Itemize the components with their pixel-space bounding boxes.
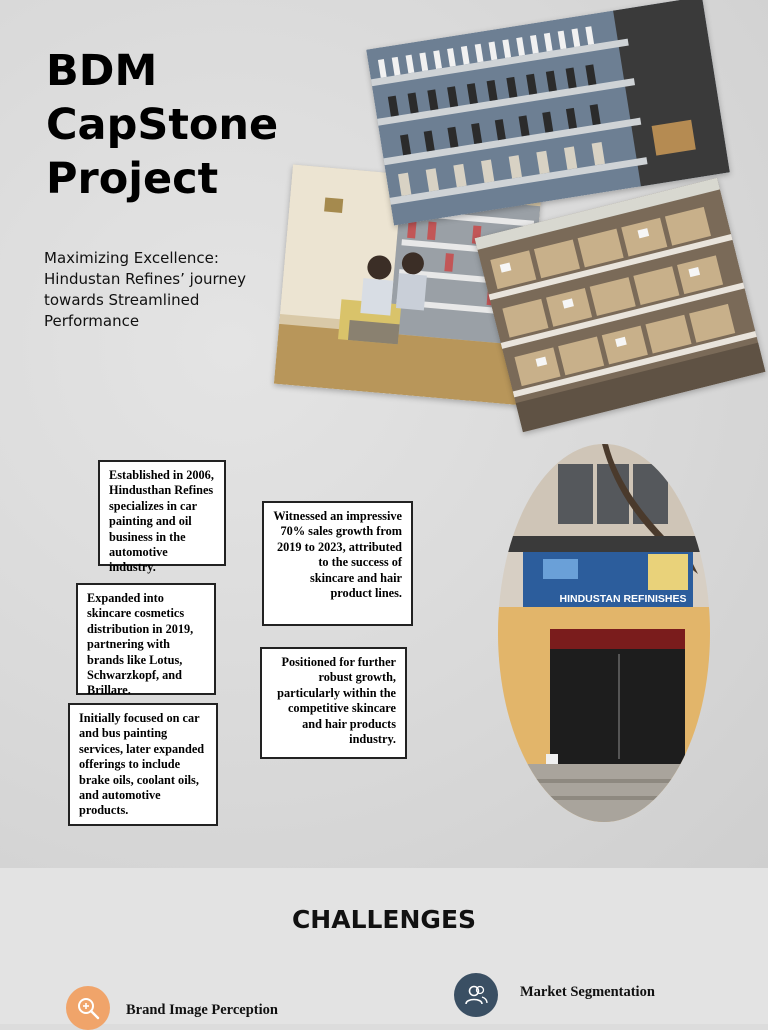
page-subtitle — [44, 248, 274, 332]
shop-sign-text: HINDUSTAN REFINISHES — [559, 593, 687, 605]
users-icon — [454, 973, 498, 1017]
subtitle-line: Performance — [44, 312, 140, 330]
fact-box-skincare-expansion: Expanded into skincare cosmetics distribution in 2019, partnering with brands like Lotus, Schwarzkopf, and Brillare. — [76, 583, 216, 695]
page-title — [46, 44, 326, 206]
challenge-market-segmentation: Market Segmentation — [520, 984, 655, 1000]
title-line: BDM — [46, 46, 158, 96]
challenge-brand-image: Brand Image Perception — [126, 1002, 278, 1018]
subtitle-line: towards Streamlined — [44, 291, 200, 309]
challenges-heading: CHALLENGES — [291, 905, 477, 934]
fact-box-established: Established in 2006, Hindusthan Refines specializes in car painting and oil business in the automotive industry. — [98, 460, 226, 566]
title-line: Project — [46, 154, 219, 204]
fact-box-initial-focus: Initially focused on car and bus painting services, later expanded offerings to include brake oils, coolant oils, and automotive products. — [68, 703, 218, 826]
title-line: CapStone — [46, 100, 279, 150]
subtitle-line: Maximizing Excellence: — [44, 249, 219, 267]
fact-box-future-growth: Positioned for further robust growth, particularly within the competitive skincare and hair products industry. — [260, 647, 407, 759]
magnifier-icon — [66, 986, 110, 1030]
shop-front-photo — [498, 444, 710, 822]
fact-box-sales-growth: Witnessed an impressive 70% sales growth from 2019 to 2023, attributed to the success of skincare and hair product lines. — [262, 501, 413, 626]
subtitle-line: Hindustan Refines’ journey — [44, 270, 247, 288]
